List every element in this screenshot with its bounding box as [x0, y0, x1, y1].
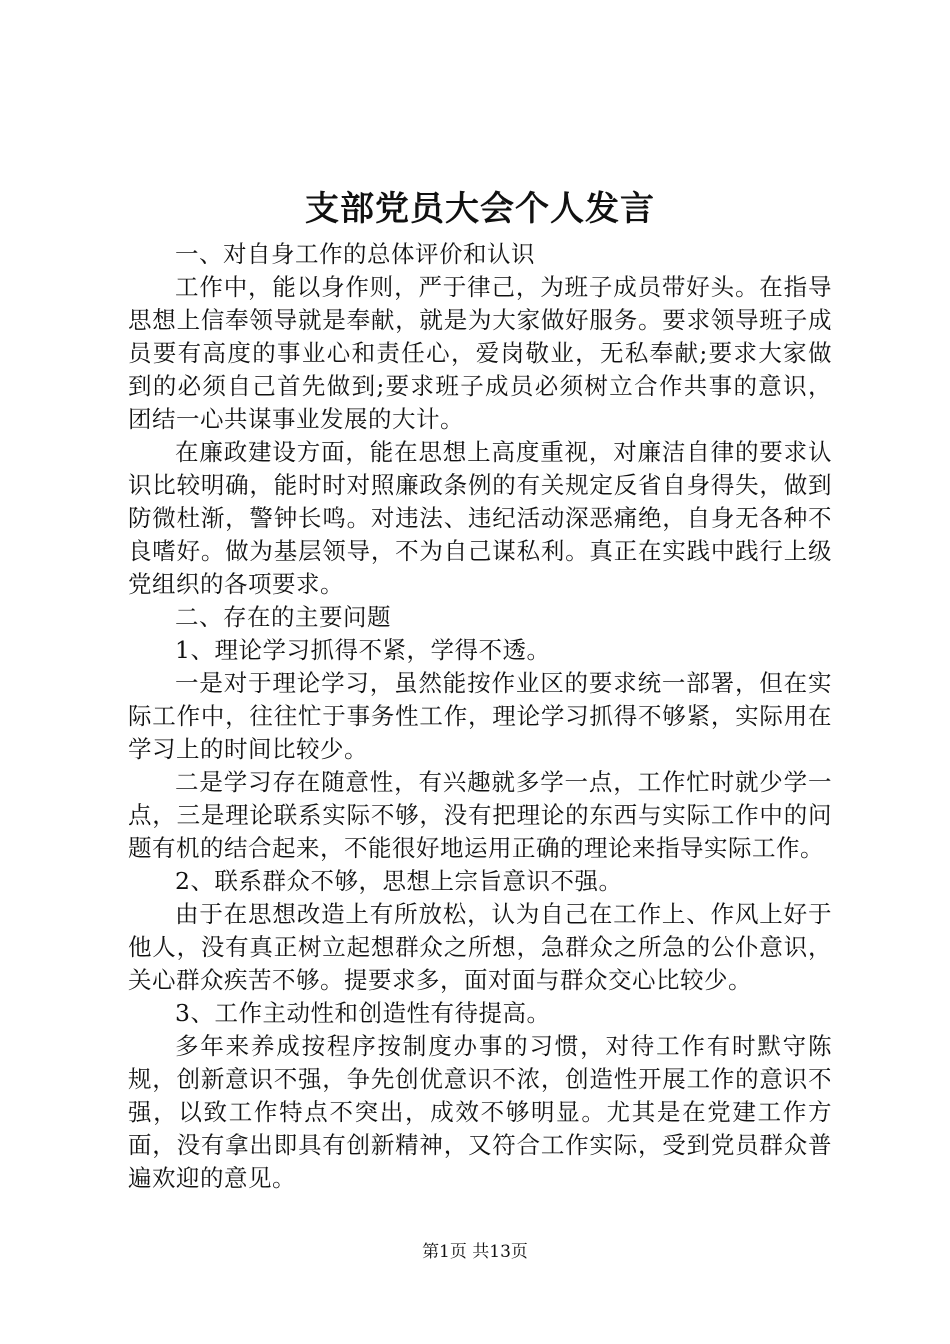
document-page — [128, 184, 832, 1195]
subheading-3: 3、工作主动性和创造性有待提高。 — [175, 999, 551, 1027]
paragraph: 在廉政建设方面，能在思想上高度重视，对廉洁自律的要求认识比较明确，能时时对照廉政条例的有关规定反省自身得失，做到防微杜渐，警钟长鸣。对违法、违纪活动深恶痛绝，自身无各种不良嗜好。做为基层领导，不为自己谋私利。真正在实践中践行上级党组织的各项要求。 — [128, 438, 832, 598]
subheading-1: 1、理论学习抓得不紧，学得不透。 — [175, 636, 551, 664]
document-title: 支部党员大会个人发言 — [305, 189, 655, 229]
section-heading-1: 一、对自身工作的总体评价和认识 — [175, 240, 535, 268]
page-footer: 第1页 共13页 — [422, 1242, 528, 1262]
paragraph: 二是学习存在随意性，有兴趣就多学一点，工作忙时就少学一点，三是理论联系实际不够，没有把理论的东西与实际工作中的问题有机的结合起来，不能很好地运用正确的理论来指导实际工作。 — [128, 768, 832, 862]
paragraph: 多年来养成按程序按制度办事的习惯，对待工作有时默守陈规，创新意识不强，争先创优意识不浓，创造性开展工作的意识不强，以致工作特点不突出，成效不够明显。尤其是在党建工作方面，没有拿出即具有创新精神，又符合工作实际，受到党员群众普遍欢迎的意见。 — [128, 1032, 832, 1192]
paragraph: 一是对于理论学习，虽然能按作业区的要求统一部署，但在实际工作中，往往忙于事务性工作，理论学习抓得不够紧，实际用在学习上的时间比较少。 — [128, 669, 832, 763]
paragraph: 由于在思想改造上有所放松，认为自己在工作上、作风上好于他人，没有真正树立起想群众之所想，急群众之所急的公仆意识，关心群众疾苦不够。提要求多，面对面与群众交心比较少。 — [128, 900, 832, 994]
section-heading-2: 二、存在的主要问题 — [175, 603, 391, 631]
subheading-2: 2、联系群众不够，思想上宗旨意识不强。 — [175, 867, 623, 895]
document-body — [128, 238, 832, 1195]
paragraph: 工作中，能以身作则，严于律己，为班子成员带好头。在指导思想上信奉领导就是奉献，就是为大家做好服务。要求领导班子成员要有高度的事业心和责任心，爱岗敬业，无私奉献;要求大家做到的必须自己首先做到;要求班子成员必须树立合作共事的意识，团结一心共谋事业发展的大计。 — [128, 273, 832, 433]
